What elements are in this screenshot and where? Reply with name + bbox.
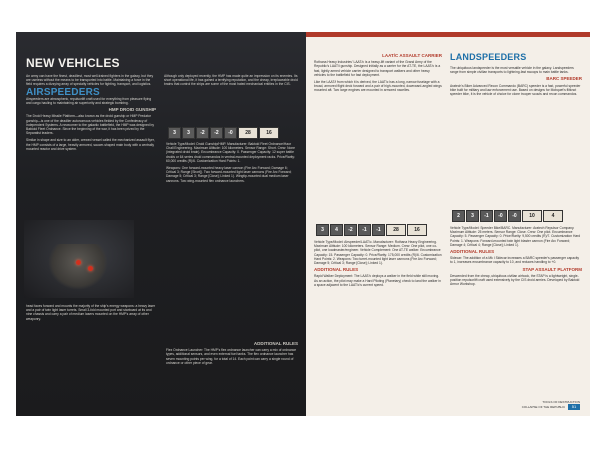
stat-silhouette: 3 <box>168 127 181 139</box>
left-column-1 <box>26 74 156 224</box>
stat-defense-aft: -0 <box>224 127 237 139</box>
left-column-1-lower <box>26 304 156 404</box>
additional-rules-text: Flex Ordnance Launcher: The HMP's flex ordnance launcher can carry a mix of ordnance types, additional sensors, and even external fuel tanks. The flex ordnance launcher has seven mounting points per wing, for a total of 14. Each point can carry a single round of ordnance or other piece of gear. <box>166 348 297 365</box>
barc-stat-block <box>452 210 563 222</box>
hmp-profile-text: Vehicle Type/Model: Droid Gunship/HMP. Manufacturer: Baktoid Fleet Ordnance/Haor Chall Engineering. Maximum Altitude: 100 kilometers. Sensor Range: Short. Crew: None (integrated droid brain). Encumbrance Capacity: 0. Passenger Capacity: 12 super battle droids or 64 series droid commandos in ventral-mounted deployment racks. Price/Rarity: 60,000 credits (R)/6. Customization Hard Points: 1. <box>166 142 296 163</box>
section-heading: AIRSPEEDERS <box>26 86 100 98</box>
barc-heading: BARC SPEEDER <box>546 76 582 82</box>
stat-hull-trauma: 28 <box>238 127 258 139</box>
laat-heading: LAAT/C ASSAULT CARRIER <box>382 53 442 58</box>
lower-paragraph: head faces forward and mounts the majority of the ship's energy weapons: a heavy laser and a pair of twin light laser turrets. Small 3-fold mounted port and starboard at its and nine chassis and carry a pair of medium lasers mounted on the HMP's array of other weaponry. <box>26 304 156 321</box>
vehicle1-heading: HMP DROID GUNSHIP <box>108 107 156 113</box>
stat-handling: -1 <box>480 210 493 222</box>
landspeeders-heading: LANDSPEEDERS <box>450 52 527 62</box>
vehicle1-paragraph: The Droid Heavy Missile Platform—also known as the droid gunship or HMP Predator gunship—is one of the deadlier autonomous vehicles fielded by the Confederacy of Independent Systems. A newcomer to the galactic battlefield, the HMP was designed by Baktoid Fleet Ordnance. Since the beginning of the war, it has been prized by the Separatist leaders. <box>26 114 155 136</box>
stat-silhouette: 2 <box>452 210 465 222</box>
laat-paragraph: Rothana Heavy Industries' LAAT/c is a heavy-lift variant of the Grand Army of the Republic's LAAT/i gunship. Designed initially as a carrier for the AT-TE, the LAAT/c is a fast, lightly armed vehicle carrier designed to transport walkers and other heavy vehicles to the battlefield for fast deployment. <box>314 60 441 77</box>
stat-defense-aft: -1 <box>372 224 385 236</box>
additional-rules-heading: ADDITIONAL RULES <box>253 341 298 346</box>
stat-defense-fore: -0 <box>494 210 507 222</box>
stat-defense-fore: -2 <box>210 127 223 139</box>
laat-profile-text: Vehicle Type/Model: Airspeeder/LAAT/c. Manufacturer: Rothana Heavy Engineering. Maximum Altitude: 100 kilometers. Sensor Range: Medium. Crew: One pilot, one co-pilot, one loadmaster/engineer. Vehicle Complement: One AT-TE walker. Encumbrance Capacity: 15. Passenger Capacity: 0. Price/Rarity: 175,000 credits (R)/6. Customization Hard Points: 2. Weapons: Two turret-mounted light laser cannons (Fire Arc Forward; Damage 5; Critical 3; Range [Close]; Linked 1). <box>314 240 442 266</box>
hmp-additional-rules <box>166 340 298 406</box>
barc-rules-text: Sidecar: The addition of a Mk I Sidecar increases a BARC speeder's passenger capacity to 1, increases encumbrance capacity to 10, and reduces handling to +0. <box>450 256 580 265</box>
hmp-weapons-text: Weapons: One forward-mounted heavy laser cannon (Fire Arc Forward; Damage 6; Critical 3; Range [Short]). Two forward-mounted light laser cannons (Fire Arc Forward; Damage 5; Critical 3; Range [Close]; Linked 1). Wingtip-mounted dual medium laser cannons. Two wing-mounted flex ordnance launchers. <box>166 166 292 183</box>
section-paragraph: Airspeeders are atmospheric, repulsorlift craft used for everything from pleasure flying and cargo hauling to maintaining air superiority and strategic bombing. <box>26 96 152 106</box>
stat-speed: 4 <box>330 224 343 236</box>
top-red-bar <box>306 32 590 37</box>
laat-paragraph-2: Like the LAAT/i from which it is derived, the LAAT/c has a long, narrow fuselage with a broad, armored flight deck forward and a pair of high-mounted, downward-angled wings mounted aft. Two large engines are mounted in armored nacelles. <box>314 80 442 93</box>
footer-line-2: COLLAPSE OF THE REPUBLIC <box>521 405 566 409</box>
book-spread <box>16 32 590 416</box>
stat-system-strain: 16 <box>259 127 279 139</box>
page-title: NEW VEHICLES <box>26 56 120 70</box>
stat-system-strain: 16 <box>407 224 427 236</box>
red-light <box>88 266 93 271</box>
red-light <box>76 260 81 265</box>
col2-paragraph: Although only deployed recently, the HMP has made quite an impression on its enemies. Its short operational life, it has gained a terrifying reputation, and the cheap, irreplaceable droid brains that control the ships are some of the most hated mechanical entities in the CIS. <box>164 74 298 87</box>
right-column-2 <box>450 66 582 206</box>
stat-defense-aft: -0 <box>508 210 521 222</box>
intro-paragraph: An army can have the finest, deadliest, most well-trained fighters in the galaxy, but they are useless without the means to be transported into battle. Maintaining a force in the field requires a dizzying array of specialty vehicles for fighting, transport, and logistics. <box>26 74 154 87</box>
footer-line-1: TOOLS OF DESTRUCTION <box>542 400 580 404</box>
laat-rules-text: Rapid Walker Deployment: The LAAT/c deploys a walker in the field while still moving. As an action, the pilot may make a Hard Piloting (Planetary) check to land the walker in a space adjacent to the LAAT/c's current speed. <box>314 274 441 287</box>
barc-profile <box>450 226 582 396</box>
left-column-2-top <box>164 74 298 124</box>
stat-handling: -2 <box>344 224 357 236</box>
hmp-stat-block <box>168 127 279 139</box>
laat-stat-block <box>316 224 427 236</box>
page-number: 51 <box>568 404 580 410</box>
stat-hull-trauma: 10 <box>522 210 542 222</box>
right-page <box>306 32 590 416</box>
stap-heading: STAP ASSAULT PLATFORM <box>522 266 582 272</box>
stat-defense-fore: -1 <box>358 224 371 236</box>
vehicle1-paragraph-2: Similar in shape and size to an older, crewed vessel called the mechanized assault flyer, the HMP consists of a large, heavily armored, saucer-shaped main body with a centrally mounted reactor and drive system. <box>26 138 155 151</box>
stat-speed: 3 <box>182 127 195 139</box>
hmp-profile <box>166 142 298 337</box>
stat-hull-trauma: 28 <box>386 224 406 236</box>
stat-silhouette: 3 <box>316 224 329 236</box>
laat-rules-heading: ADDITIONAL RULES <box>314 267 359 273</box>
stat-handling: -2 <box>196 127 209 139</box>
stap-paragraph: Descended from the cheap, ubiquitous civilian airhook, the STAP is a lightweight, single-position repulsorlift craft used extensively by the CIS droid armies. Developed by Baktoid Armor Workshop. <box>450 273 580 287</box>
droid-figure <box>48 244 108 290</box>
page-footer <box>522 400 580 410</box>
left-page <box>16 32 306 416</box>
barc-paragraph: Aratech's Biker Advanced Recon Commando (BARC) speeder is a fast, powerful speeder bike built for military and law enforcement use. Based on designs for Mobquet's flitknot speeder bike, it is the vehicle of choice for clone trooper scouts and recon commandos. <box>450 83 581 97</box>
barc-rules-heading: ADDITIONAL RULES <box>450 249 495 255</box>
laat-profile <box>314 240 442 410</box>
barc-profile-text: Vehicle Type/Model: Speeder Bike/BARC. Manufacturer: Aratech Repulsor Company. Maximum Altitude: 25 meters. Sensor Range: Close. Crew: One pilot. Encumbrance Capacity: 5. Passenger Capacity: 0. Price/Rarity: 9,500 credits (R)/7. Customization Hard Points: 1. Weapons: Forward-mounted twin light blaster cannon (Fire Arc Forward; Damage 4; Critical 4; Range [Close]; Linked 1). <box>450 226 581 247</box>
stat-speed: 3 <box>466 210 479 222</box>
stat-system-strain: 4 <box>543 210 563 222</box>
right-column-1 <box>314 52 442 222</box>
landspeeders-paragraph: The ubiquitous landspeeder is the most versatile vehicle in the galaxy. Landspeeders range from simple civilian transports to lightning-fast swoops to main battle tanks. <box>450 66 574 75</box>
droid-gunship-illustration <box>24 220 134 298</box>
